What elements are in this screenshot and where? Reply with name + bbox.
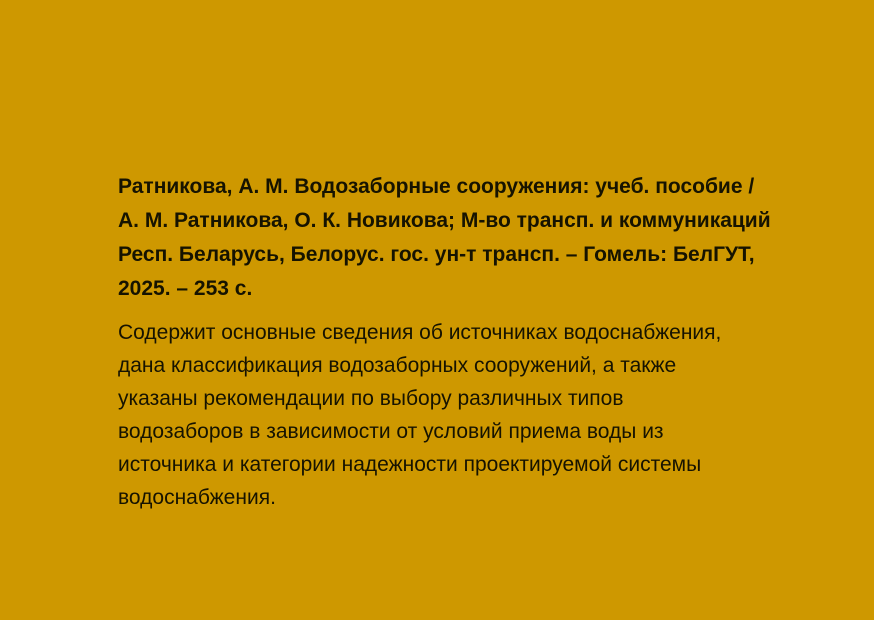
abstract-line: источника и категории надежности проектируемой системы: [118, 453, 702, 476]
abstract-line: Содержит основные сведения об источниках водоснабжения,: [118, 321, 722, 344]
bibliography-line: Респ. Беларусь, Белорус. гос. ун-т трансп. – Гомель: БелГУТ,: [118, 243, 755, 266]
bibliography-citation: [118, 170, 780, 306]
text-block: [118, 170, 780, 514]
bibliography-line: Ратникова, А. М. Водозаборные сооружения: учеб. пособие /: [118, 175, 755, 198]
abstract-line: указаны рекомендации по выбору различных типов: [118, 387, 624, 410]
bibliography-line: 2025. – 253 с.: [118, 277, 253, 300]
abstract-paragraph: [118, 316, 780, 514]
abstract-line: дана классификация водозаборных сооружений, а также: [118, 354, 677, 377]
bibliography-line: А. М. Ратникова, О. К. Новикова; М-во трансп. и коммуникаций: [118, 209, 771, 232]
abstract-line: водоснабжения.: [118, 486, 276, 509]
abstract-line: водозаборов в зависимости от условий приема воды из: [118, 420, 664, 443]
